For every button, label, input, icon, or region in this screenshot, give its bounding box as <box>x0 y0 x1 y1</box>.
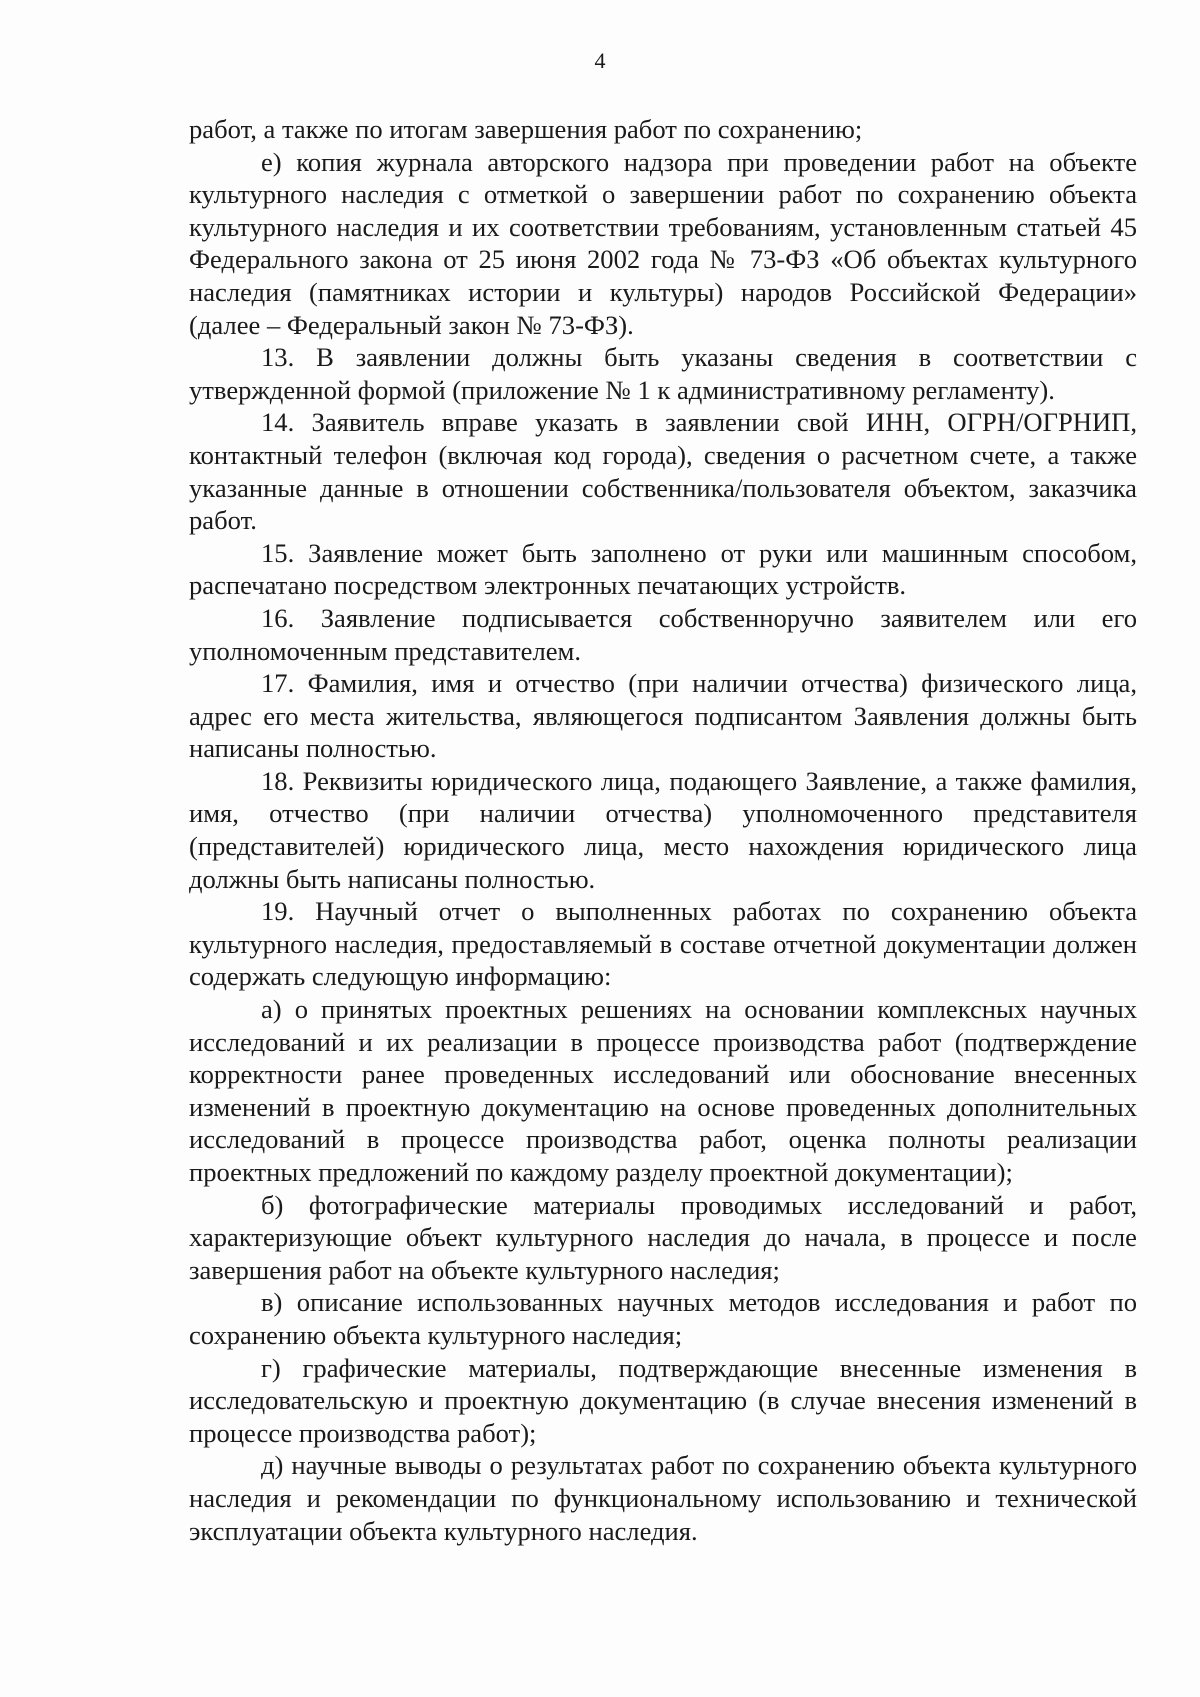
paragraph-continuation: работ, а также по итогам завершения работ по сохранению; <box>189 114 863 144</box>
page-number: 4 <box>594 48 606 73</box>
paragraph-item-a: а) о принятых проектных решениях на основании комплексных научных исследований и их реализации в процессе производства работ (подтверждение корректности ранее проведенных исследований или обоснование внесенных изменений в проектную документацию на основе проведенных дополнительных исследований в процессе производства работ, оценка полноты реализации проектных предложений по каждому разделу проектной документации); <box>189 994 1137 1187</box>
paragraph-19: 19. Научный отчет о выполненных работах по сохранению объекта культурного наследия, предоставляемый в составе отчетной документации должен содержать следующую информацию: <box>189 896 1137 992</box>
paragraph-18: 18. Реквизиты юридического лица, подающего Заявление, а также фамилия, имя, отчество (при наличии отчества) уполномоченного представителя (представителей) юридического лица, место нахождения юридического лица должны быть написаны полностью. <box>189 765 1137 894</box>
document-body <box>189 113 1137 1547</box>
paragraph-14: 14. Заявитель вправе указать в заявлении свой ИНН, ОГРН/ОГРНИП, контактный телефон (включая код города), сведения о расчетном счете, а также указанные данные в отношении собственника/пользователя объектом, заказчика работ. <box>189 407 1137 536</box>
paragraph-item-b: б) фотографические материалы проводимых исследований и работ, характеризующие объект культурного наследия до начала, в процессе и после завершения работ на объекте культурного наследия; <box>189 1189 1137 1285</box>
paragraph-15: 15. Заявление может быть заполнено от руки или машинным способом, распечатано посредством электронных печатающих устройств. <box>189 537 1137 601</box>
paragraph-item-d: д) научные выводы о результатах работ по сохранению объекта культурного наследия и рекомендации по функциональному использованию и технической эксплуатации объекта культурного наследия. <box>189 1450 1137 1546</box>
paragraph-item-g: г) графические материалы, подтверждающие внесенные изменения в исследовательскую и проектную документацию (в случае внесения изменений в процессе производства работ); <box>189 1352 1137 1448</box>
paragraph-item-v: в) описание использованных научных методов исследования и работ по сохранению объекта культурного наследия; <box>189 1287 1137 1350</box>
paragraph-13: 13. В заявлении должны быть указаны сведения в соответствии с утвержденной формой (приложение № 1 к административному регламенту). <box>189 342 1137 405</box>
paragraph-17: 17. Фамилия, имя и отчество (при наличии отчества) физического лица, адрес его места жительства, являющегося подписантом Заявления должны быть написаны полностью. <box>189 668 1137 764</box>
paragraph-item-e: е) копия журнала авторского надзора при проведении работ на объекте культурного наследия с отметкой о завершении работ по сохранению объекта культурного наследия и их соответствии требованиям, установленным статьей 45 Федерального закона от 25 июня 2002 года № 73-ФЗ «Об объектах культурного наследия (памятниках истории и культуры) народов Российской Федерации» (далее – Федеральный закон № 73-ФЗ). <box>189 146 1137 340</box>
paragraph-16: 16. Заявление подписывается собственноручно заявителем или его уполномоченным представителем. <box>189 602 1137 666</box>
